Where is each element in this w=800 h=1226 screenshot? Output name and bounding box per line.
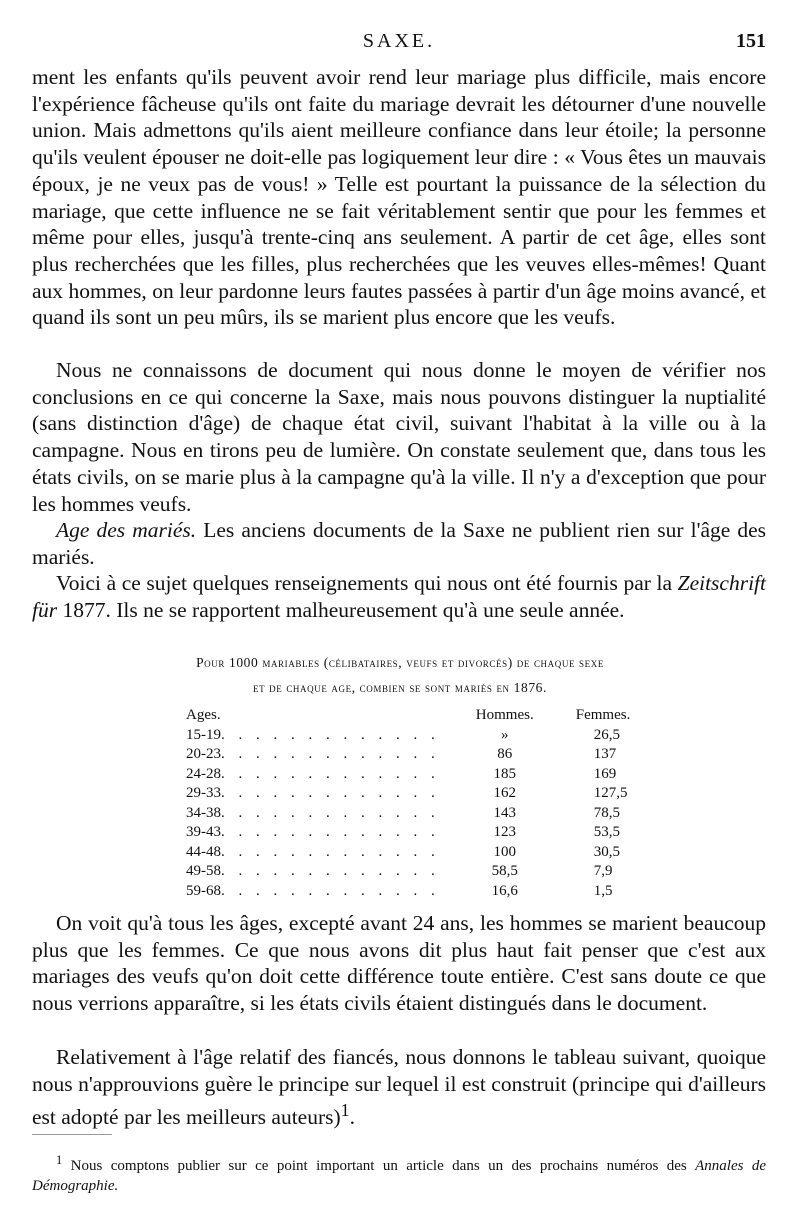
women-value: 53,5 bbox=[593, 824, 620, 840]
source-title: Zeitschrift für bbox=[32, 571, 767, 622]
men-value: 58,5 bbox=[491, 863, 518, 879]
header-ages: Ages. bbox=[186, 707, 221, 723]
men-value: 162 bbox=[493, 785, 516, 801]
table-row bbox=[186, 804, 674, 824]
table-row bbox=[186, 765, 674, 785]
age-range: 34-38 bbox=[186, 804, 221, 821]
men-value: 123 bbox=[493, 824, 516, 840]
table-caption-line-2: et de chaque age, combien se sont mariés en 1876. bbox=[252, 680, 548, 695]
table-header-row bbox=[186, 706, 674, 726]
footnote-text: Nous comptons publier sur ce point important un article dans un des prochains numéros des bbox=[70, 1158, 687, 1174]
table-caption-line-1: Pour 1000 mariables (célibataires, veufs et divorcés) de chaque sexe bbox=[196, 655, 604, 670]
men-value: » bbox=[501, 726, 509, 743]
table-row bbox=[186, 784, 674, 804]
men-value: 100 bbox=[493, 843, 516, 860]
paragraph-4-text: Voici à ce sujet quelques renseignements qui nous ont été fournis par la bbox=[56, 571, 673, 595]
women-value: 1,5 bbox=[593, 882, 613, 899]
paragraph-6-text: Relativement à l'âge relatif des fiancés, nous donnons le tableau suivant, quoique nous n'approuvions guère le principe sur lequel il est construit (principe qui d'ailleurs est adopté par les meilleurs auteurs) bbox=[32, 1045, 766, 1130]
paragraph-4-tail: Ils ne se rapportent malheureusement qu'à une seule année. bbox=[116, 597, 625, 622]
dot-leader: . . . . . . . . . . . . . bbox=[221, 824, 440, 840]
paragraph-4 bbox=[32, 570, 766, 623]
age-range: 44-48 bbox=[186, 843, 221, 860]
age-range: 39-43 bbox=[186, 824, 221, 840]
header-women: Femmes. bbox=[575, 707, 631, 723]
age-range: 59-68 bbox=[186, 882, 221, 899]
marriage-rate-table bbox=[186, 706, 674, 901]
table-row bbox=[186, 862, 674, 882]
header-men: Hommes. bbox=[475, 707, 534, 723]
paragraph-3 bbox=[32, 517, 766, 570]
page-number: 151 bbox=[736, 30, 766, 52]
running-title: SAXE. bbox=[362, 30, 436, 52]
table-caption bbox=[100, 650, 700, 700]
dot-leader: . . . . . . . . . . . . . bbox=[221, 746, 440, 762]
women-value: 30,5 bbox=[593, 843, 620, 860]
dot-leader: . . . . . . . . . . . . . bbox=[221, 785, 440, 801]
age-range: 24-28 bbox=[186, 765, 221, 782]
women-value: 137 bbox=[593, 746, 617, 762]
age-range: 29-33 bbox=[186, 785, 221, 801]
men-value: 86 bbox=[497, 746, 513, 762]
age-range: 49-58 bbox=[186, 863, 221, 879]
table-row bbox=[186, 726, 674, 746]
table-row bbox=[186, 882, 674, 902]
men-value: 16,6 bbox=[491, 882, 518, 899]
table-row bbox=[186, 843, 674, 863]
women-value: 7,9 bbox=[593, 863, 613, 879]
women-value: 169 bbox=[593, 765, 617, 782]
footnote bbox=[32, 1150, 766, 1196]
footnote-source: Annales de Démographie. bbox=[32, 1158, 767, 1194]
section-heading-age: Age des mariés. bbox=[56, 518, 197, 542]
dot-leader: . . . . . . . . . . . . . bbox=[221, 882, 440, 899]
footnote-reference: 1 bbox=[340, 1100, 350, 1121]
paragraph-5: On voit qu'à tous les âges, excepté avant 24 ans, les hommes se marient beaucoup plus que les femmes. Ce que nous avons dit plus haut fait penser que c'est aux mariages des veufs qu'on doit cette différence toute entière. C'est sans doute ce que nous verrions apparaître, si les états civils étaient distingués dans le document. bbox=[32, 911, 766, 1016]
women-value: 26,5 bbox=[593, 726, 620, 743]
women-value: 127,5 bbox=[593, 785, 628, 801]
table-row bbox=[186, 745, 674, 765]
page-header bbox=[32, 30, 766, 60]
dot-leader: . . . . . . . . . . . . . bbox=[221, 804, 440, 821]
footnote-divider bbox=[32, 1134, 112, 1135]
paragraph-2: Nous ne connaissons de document qui nous donne le moyen de vérifier nos conclusions en ce qui concerne la Saxe, mais nous pouvons distinguer la nuptialité (sans distinction d'âge) de chaque état civil, suivant l'habitat à la ville ou à la campagne. Nous en tirons peu de lumière. On constate seulement que, dans tous les états civils, on se marie plus à la campagne qu'à la ville. Il n'y a d'exception que pour les hommes veufs. bbox=[32, 358, 766, 516]
paragraph-1: ment les enfants qu'ils peuvent avoir rend leur mariage plus difficile, mais encore l'expérience fâcheuse qu'ils ont faite du mariage devrait les détourner d'une nouvelle union. Mais admettons qu'ils aient meilleure confiance dans leur étoile; la personne qu'ils veulent épouser ne doit-elle pas logiquement leur dire : « Vous êtes un mauvais époux, je ne veux pas de vous! » Telle est pourtant la puissance de la sélection du mariage, que cette influence ne se fait véritablement sentir que pour les femmes et même pour elles, jusqu'à trente-cinq ans seulement. A partir de cet âge, elles sont plus recherchées que les filles, plus recherchées que les veuves elles-mêmes! Quant aux hommes, on leur pardonne leurs fautes passées à partir d'un âge moins avancé, et quand ils sont un peu mûrs, ils se marient plus encore que les veufs. bbox=[32, 65, 766, 330]
footnote-marker: 1 bbox=[56, 1153, 63, 1167]
age-range: 15-19 bbox=[186, 726, 221, 743]
table-row bbox=[186, 823, 674, 843]
age-range: 20-23 bbox=[186, 746, 221, 762]
men-value: 143 bbox=[493, 804, 516, 821]
dot-leader: . . . . . . . . . . . . . bbox=[221, 863, 440, 879]
paragraph-6-end: . bbox=[349, 1105, 355, 1130]
dot-leader: . . . . . . . . . . . . . bbox=[221, 726, 440, 743]
dot-leader: . . . . . . . . . . . . . bbox=[221, 765, 440, 782]
women-value: 78,5 bbox=[593, 804, 620, 821]
dot-leader: . . . . . . . . . . . . . bbox=[221, 843, 440, 860]
source-year: 1877. bbox=[62, 597, 111, 622]
paragraph-6 bbox=[32, 1044, 766, 1131]
men-value: 185 bbox=[493, 765, 516, 782]
paragraph-3-text: Les anciens documents de la Saxe ne publient rien sur l'âge des mariés. bbox=[32, 518, 767, 569]
